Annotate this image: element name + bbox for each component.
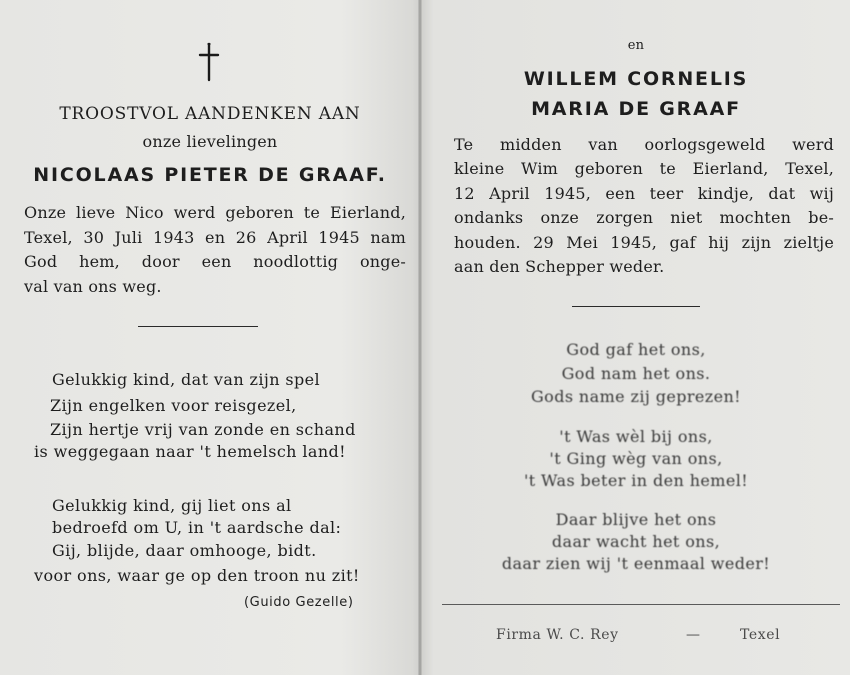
poem-line: is weggegaan naar 't hemelsch land! [34, 442, 346, 461]
poem-line: 't Was wèl bij ons, [559, 427, 713, 446]
poem-line: Gij, blijde, daar omhooge, bidt. [52, 541, 317, 560]
paragraph-line: kleine Wim geboren te Eierland, Texel, [454, 159, 834, 178]
memorial-subheading: onze lievelingen [142, 132, 278, 151]
paragraph-line: val van ons weg. [24, 277, 162, 296]
poem-line: Gelukkig kind, gij liet ons al [52, 496, 292, 515]
poem-line: Zijn engelken voor reisgezel, [50, 396, 297, 415]
poem-line: 't Was beter in den hemel! [523, 471, 749, 490]
deceased-name-nicolaas: NICOLAAS PIETER DE GRAAF. [33, 164, 387, 186]
poem-line: Zijn hertje vrij van zonde en schand [50, 420, 356, 439]
poem-line: Gelukkig kind, dat van zijn spel [52, 370, 321, 389]
poem-line: daar zien wij 't eenmaal weder! [501, 554, 771, 573]
paragraph-line: God hem, door een noodlottig onge- [24, 252, 406, 271]
divider-rule [138, 326, 258, 327]
left-panel [0, 0, 418, 675]
poem-line: God gaf het ons, [566, 340, 706, 359]
latin-cross-icon [196, 42, 222, 82]
divider-rule [572, 306, 700, 307]
deceased-name-willem-line1: WILLEM CORNELIS [523, 68, 749, 90]
conjunction-en: en [627, 38, 645, 53]
memorial-heading: TROOSTVOL AANDENKEN AAN [59, 104, 361, 124]
poem-line: Gods name zij geprezen! [530, 387, 742, 406]
paragraph-line: Onze lieve Nico werd geboren te Eierland, [24, 203, 406, 222]
printer-name: Firma W. C. Rey [496, 627, 619, 643]
poem-line: 't Ging wèg van ons, [549, 449, 723, 468]
paragraph-line: Texel, 30 Juli 1943 en 26 April 1945 nam [24, 228, 406, 247]
paragraph-line: aan den Schepper weder. [454, 257, 665, 276]
printer-dash: — [686, 627, 701, 643]
paragraph-line: 12 April 1945, een teer kindje, dat wij [454, 184, 834, 203]
poem-line: voor ons, waar ge op den troon nu zit! [34, 566, 360, 585]
poem-line: Daar blijve het ons [555, 510, 717, 529]
paragraph-line: ondanks onze zorgen niet mochten be- [454, 208, 834, 227]
footer-rule [442, 604, 840, 605]
paragraph-line: houden. 29 Mei 1945, gaf hij zijn zieltje [454, 233, 834, 252]
poem-line: God nam het ons. [561, 364, 711, 383]
poem-attribution: (Guido Gezelle) [244, 595, 354, 610]
printer-place: Texel [740, 627, 781, 643]
right-panel [422, 0, 850, 675]
poem-line: daar wacht het ons, [551, 532, 721, 551]
paragraph-line: Te midden van oorlogsgeweld werd [454, 135, 834, 154]
poem-line: bedroefd om U, in 't aardsche dal: [52, 518, 342, 537]
deceased-name-willem-line2: MARIA DE GRAAF [531, 98, 741, 120]
